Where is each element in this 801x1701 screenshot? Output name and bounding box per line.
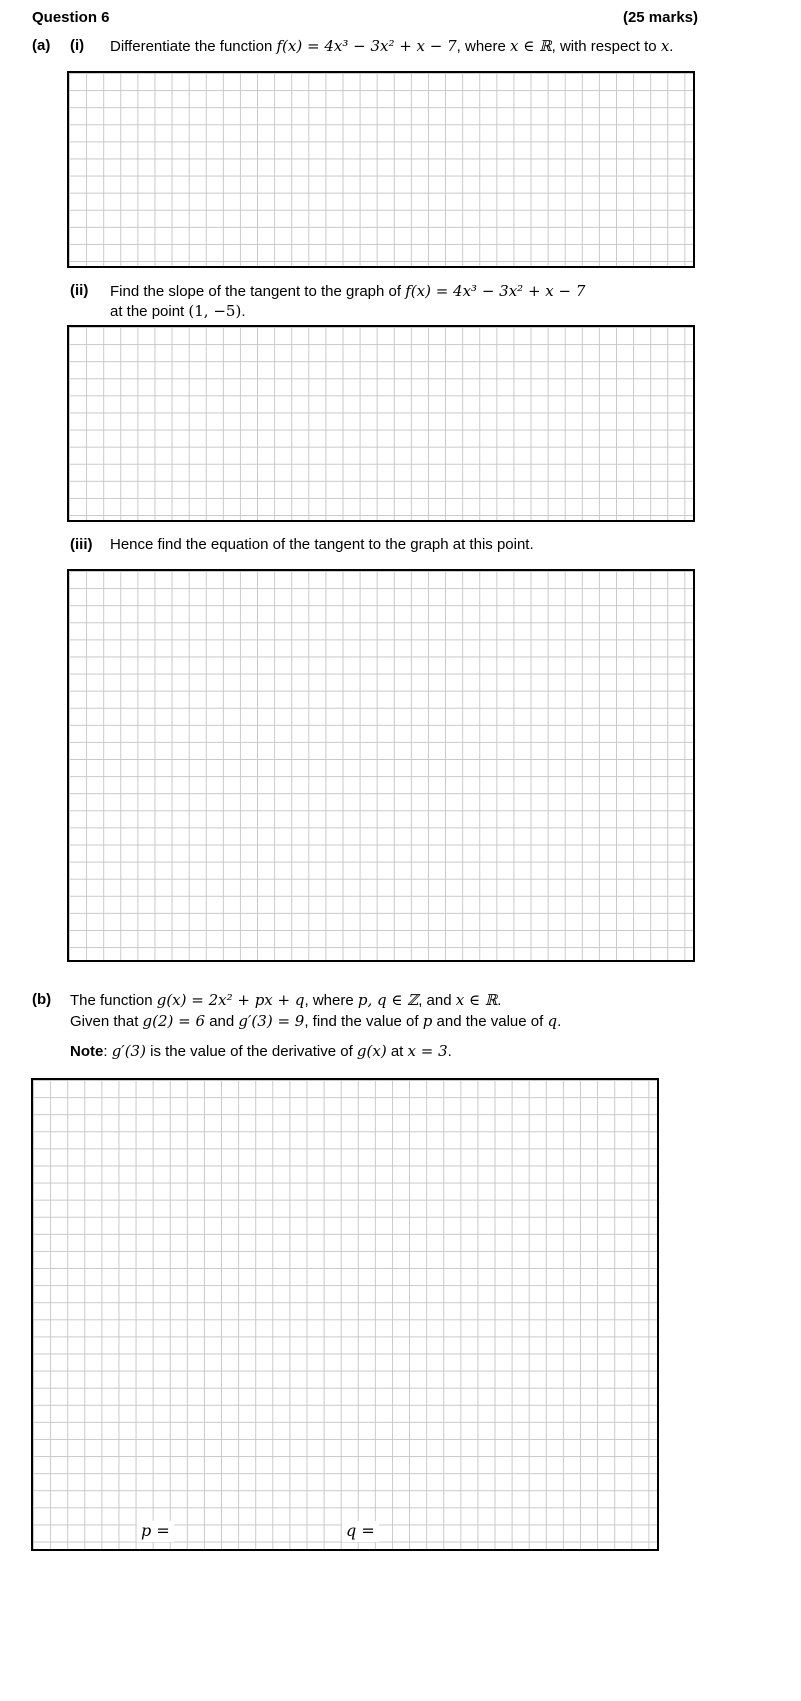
part-b-note-label: Note [70,1043,104,1060]
part-b-note-mid: is the value of the derivative of [145,1043,357,1060]
part-b-g2: g(2) = 6 [142,1012,206,1030]
part-a-i-var: x [660,37,670,55]
part-b-label: (b) [32,991,52,1008]
part-a-ii-point: (1, −5) [188,302,242,320]
part-b-x-domain: x ∈ ℝ [455,991,498,1009]
p-answer-field[interactable] [137,1521,174,1542]
part-b-line1 [70,990,501,1011]
part-b-line2-post: , find the value of [304,1013,423,1030]
q-answer-field[interactable] [342,1521,379,1542]
part-a-i-domain: x ∈ ℝ [510,37,552,55]
part-b-line2-pre: Given that [70,1013,143,1030]
part-b-line1-end: . [497,992,502,1009]
part-a-ii-line2 [110,301,245,322]
part-b-line2-and2: and the value of [432,1013,548,1030]
part-b-note-colon: : [103,1043,112,1060]
part-b-p-var: p [422,1012,433,1030]
part-a-label: (a) [32,37,51,54]
part-b-function: g(x) = 2x² + px + q [156,991,305,1009]
part-a-i-end: . [669,38,674,55]
part-b-gp3: g′(3) = 9 [238,1012,305,1030]
part-b-line1-pre: The function [70,992,157,1009]
q-equals-label: q = [346,1521,375,1540]
part-b-line2-and: and [205,1013,239,1030]
marks-label: (25 marks) [622,9,698,26]
answer-grid-a-ii[interactable] [67,325,695,522]
part-a-iii-label: (iii) [70,536,93,553]
part-b-pq-domain: p, q ∈ ℤ [357,991,419,1009]
part-b-line1-and: , and [418,992,456,1009]
part-b-line2-end: . [557,1013,562,1030]
part-b-note-end: . [447,1043,452,1060]
answer-grid-a-i[interactable] [67,71,695,268]
part-b-line2 [70,1011,561,1032]
part-b-note [70,1041,452,1062]
part-b-note-gx: g(x) [356,1042,387,1060]
p-equals-label: p = [141,1521,170,1540]
part-a-i-label: (i) [70,37,85,54]
part-a-ii-function: f(x) = 4x³ − 3x² + x − 7 [405,282,586,300]
part-b-note-gp3: g′(3) [111,1042,146,1060]
part-b-note-at: at [386,1043,408,1060]
part-a-ii-line1-pre: Find the slope of the tangent to the graph of [110,283,406,300]
answer-grid-a-iii[interactable] [67,569,695,962]
answer-grid-b[interactable] [31,1078,659,1551]
part-b-q-var: q [547,1012,558,1030]
part-a-i-text-post: , with respect to [551,38,661,55]
part-b-note-x3: x = 3 [407,1042,448,1060]
part-a-ii-line2-pre: at the point [110,303,189,320]
part-a-i-text-pre: Differentiate the function [110,38,277,55]
part-a-i-question [110,36,673,57]
part-a-i-text-mid: , where [456,38,511,55]
question-title: Question 6 [32,9,110,26]
part-a-ii-label: (ii) [70,282,89,299]
part-a-i-function: f(x) = 4x³ − 3x² + x − 7 [276,37,457,55]
part-a-ii-line1 [110,281,585,302]
part-b-line1-mid: , where [304,992,358,1009]
part-a-iii-question: Hence find the equation of the tangent to the graph at this point. [110,536,534,553]
part-a-ii-line2-end: . [241,303,246,320]
